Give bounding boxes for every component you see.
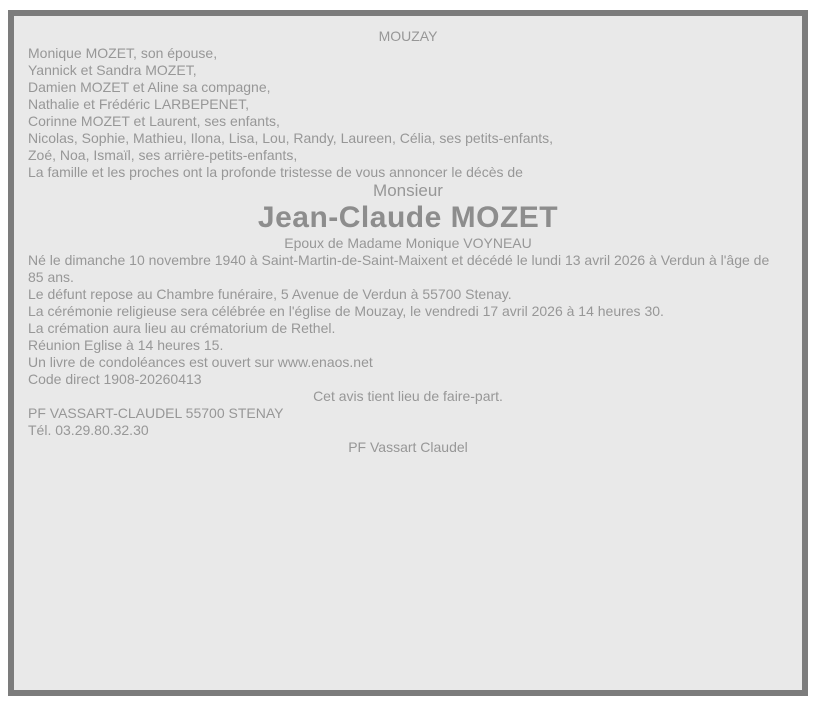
obituary-notice-panel bbox=[8, 10, 808, 696]
meeting-text: Réunion Eglise à 14 heures 15. bbox=[28, 337, 224, 353]
notice-text: Cet avis tient lieu de faire-part. bbox=[313, 388, 503, 404]
ceremony-text: La cérémonie religieuse sera célébrée en l'église de Mouzay, le vendredi 17 avril 2026 à 14 heures 30. bbox=[28, 303, 664, 319]
condolence-code-text: Code direct 1908-20260413 bbox=[28, 371, 202, 387]
family-member-line: Monique MOZET, son épouse, bbox=[28, 45, 218, 61]
spouse-line: Epoux de Madame Monique VOYNEAU bbox=[284, 235, 532, 251]
funeral-home-signature: PF Vassart Claudel bbox=[348, 439, 468, 455]
announcement-text: La famille et les proches ont la profonde tristesse de vous annoncer le décès de bbox=[28, 164, 523, 180]
city-title: MOUZAY bbox=[378, 28, 438, 44]
family-member-line: Zoé, Noa, Ismaïl, ses arrière-petits-enfants, bbox=[28, 147, 298, 163]
condolence-book-text: Un livre de condoléances est ouvert sur www.enaos.net bbox=[28, 354, 373, 370]
cremation-text: La crémation aura lieu au crématorium de Rethel. bbox=[28, 320, 336, 336]
funeral-home-phone: Tél. 03.29.80.32.30 bbox=[28, 422, 149, 438]
funeral-home-address: PF VASSART-CLAUDEL 55700 STENAY bbox=[28, 405, 284, 421]
condolence-block bbox=[28, 354, 788, 388]
funeral-home-block bbox=[28, 405, 788, 439]
family-member-line: Nicolas, Sophie, Mathieu, Ilona, Lisa, Lou, Randy, Laureen, Célia, ses petits-enfants, bbox=[28, 130, 554, 146]
birth-death-text: Né le dimanche 10 novembre 1940 à Saint-Martin-de-Saint-Maixent et décédé le lundi 13 avril 2026 à Verdun à l'âge de 85 ans. bbox=[28, 252, 770, 285]
family-member-line: Nathalie et Frédéric LARBEPENET, bbox=[28, 96, 249, 112]
family-member-line: Corinne MOZET et Laurent, ses enfants, bbox=[28, 113, 280, 129]
family-list bbox=[28, 45, 788, 164]
ceremony-block bbox=[28, 303, 788, 337]
deceased-name: Jean-Claude MOZET bbox=[257, 201, 559, 234]
repose-text: Le défunt repose au Chambre funéraire, 5 Avenue de Verdun à 55700 Stenay. bbox=[28, 286, 512, 302]
family-member-line: Yannick et Sandra MOZET, bbox=[28, 62, 197, 78]
family-member-line: Damien MOZET et Aline sa compagne, bbox=[28, 79, 271, 95]
civility-title: Monsieur bbox=[373, 181, 443, 200]
